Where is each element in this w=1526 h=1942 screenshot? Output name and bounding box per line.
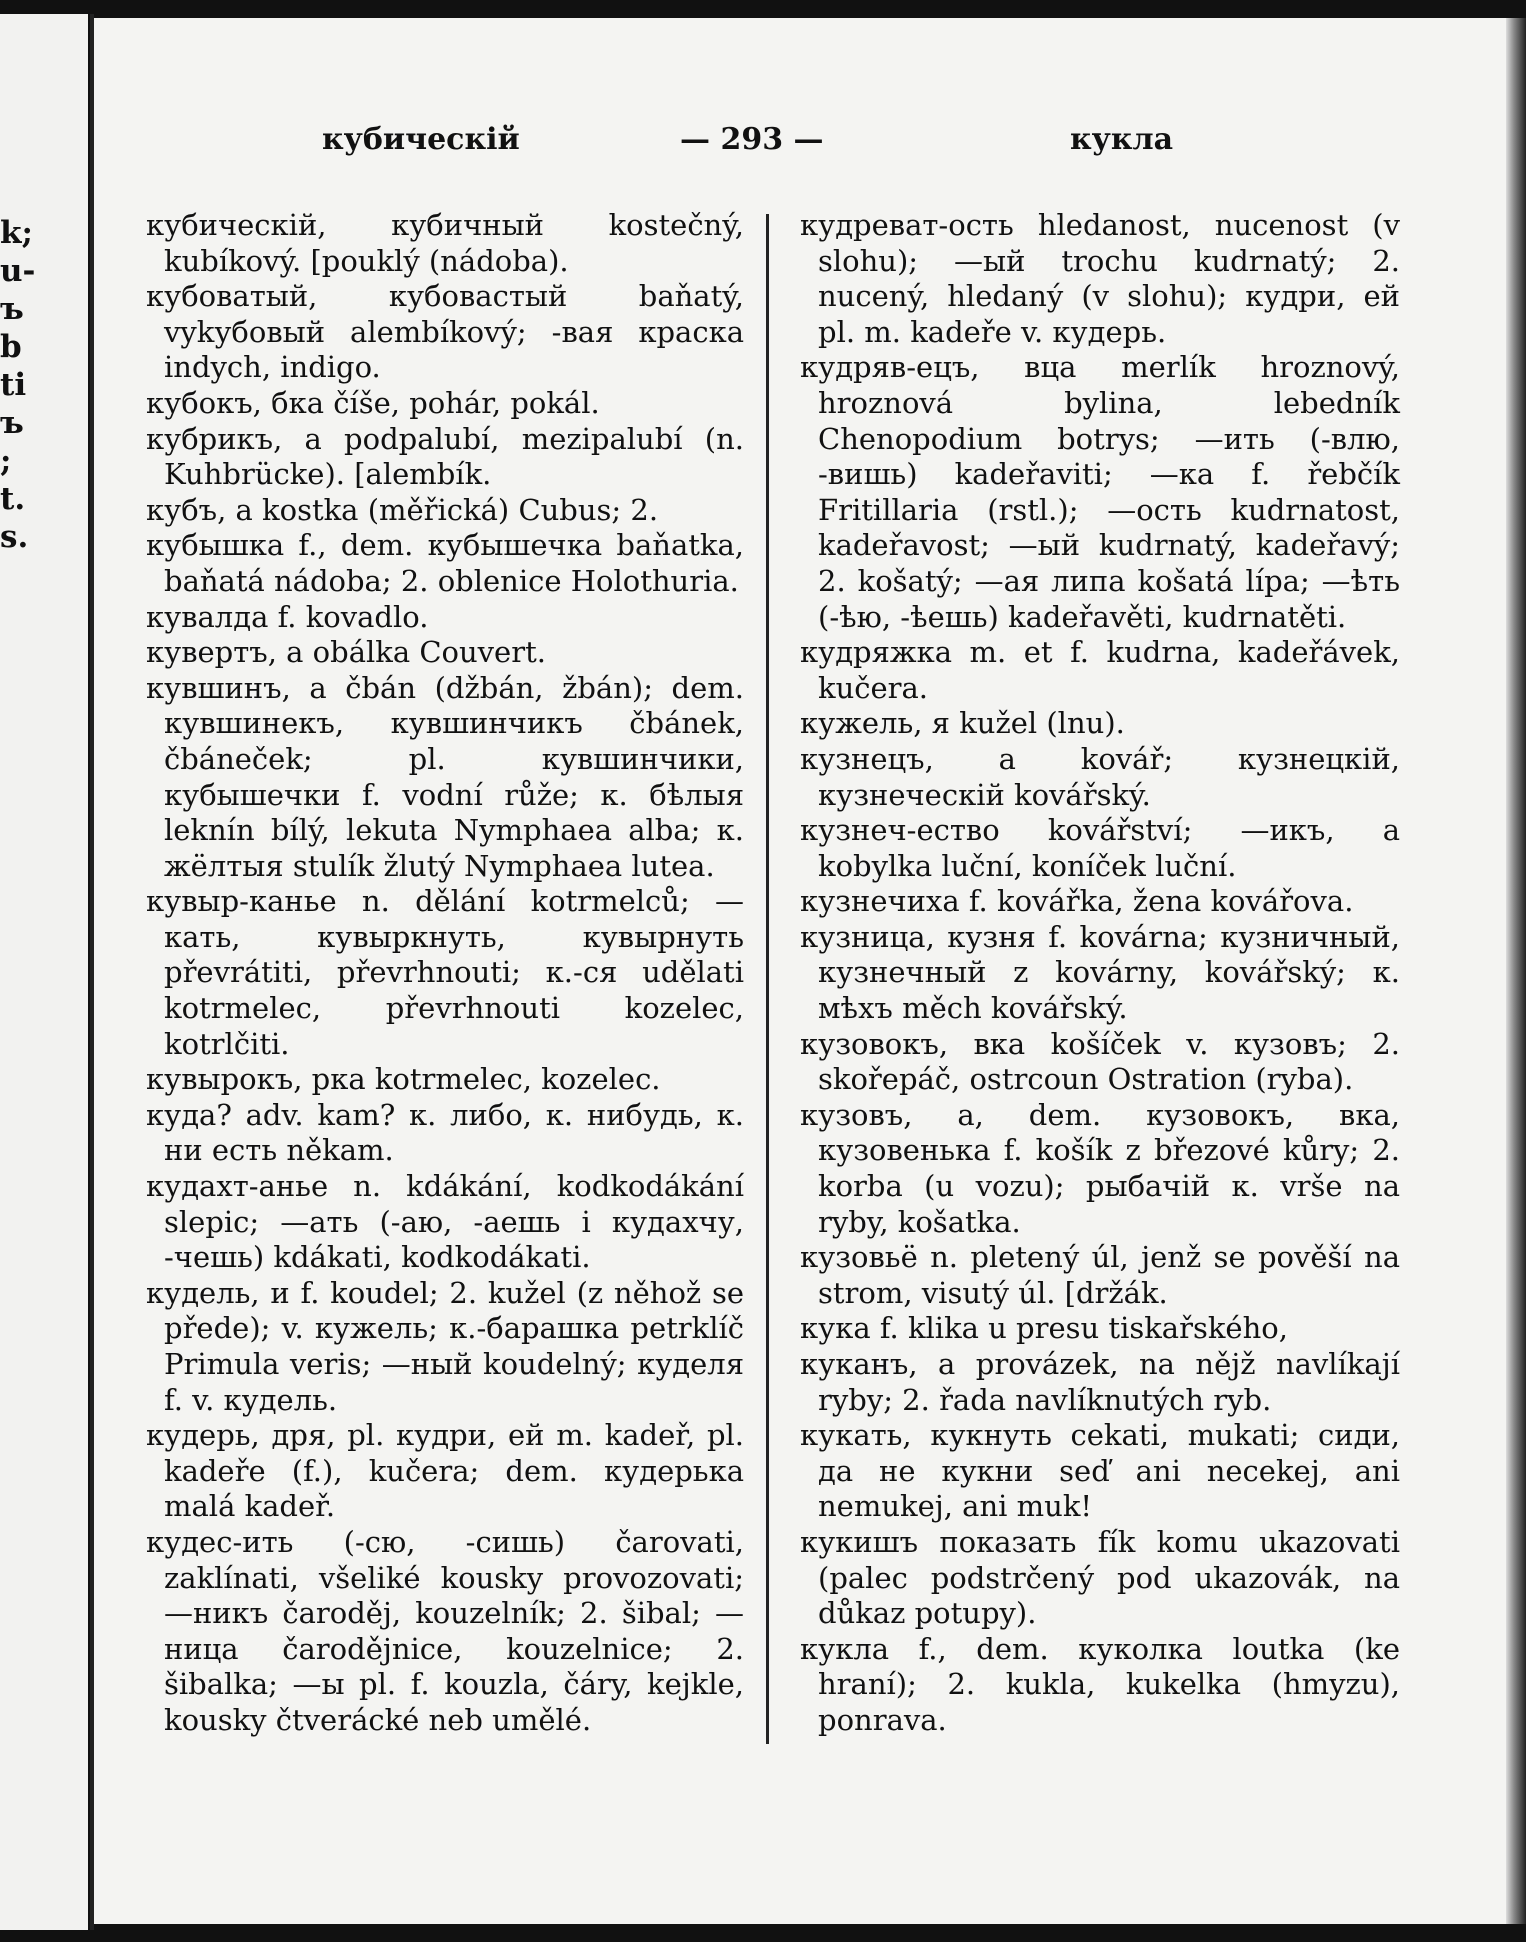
dictionary-entry: кувшинъ, а čbán (džbán, žbán); dem. кувшинекъ, кувшинчикъ čbánek, čbáneček; pl. кувшинчики, кубышечки f. vodní růže; к. бѣлыя leknín bílý, lekuta Nymphaea alba; к. жёлтыя stulík žlutý Nymphaea lutea.	[146, 670, 744, 883]
fragment: s.	[0, 519, 29, 555]
dictionary-entry: кука f. klika u presu tiskařského,	[800, 1311, 1288, 1346]
dictionary-entry: кукишъ показать fík komu ukazovati (palec podstrčený pod ukazovák, na důkaz potupy).	[800, 1524, 1400, 1631]
fragment: ;	[0, 443, 12, 479]
dictionary-entry: кукать, кукнуть cekati, mukati; сиди, да не кукни seď ani necekej, ani nemukej, ani muk!	[800, 1418, 1400, 1524]
dictionary-entry: кузовъ, а, dem. кузовокъ, вка, кузовенька f. košík z březové kůry; 2. korba (u vozu); рыбачій к. vrše na ryby, košatka.	[800, 1097, 1400, 1239]
fragment: ъ	[0, 291, 24, 327]
dictionary-entry: кудряв-ецъ, вца merlík hroznový, hroznová bylina, lebedník Chenopodium botrys; —ить (-влю, -вишь) kadeřaviti; —ка f. řebčík Fritillaria (rstl.); —ость kudrnatost, kadeřavost; —ый kudrnatý, kadeřavý; 2. košatý; —ая липа košatá lípa; —ѣть (-ѣю, -ѣешь) kadeřavěti, kudrnatěti.	[800, 350, 1400, 634]
dictionary-entry: кужель, я kužel (lnu).	[800, 706, 1125, 741]
dictionary-entry: кувырокъ, рка kotrmelec, kozelec.	[146, 1062, 661, 1097]
dictionary-entry: кудель, и f. koudel; 2. kužel (z něhož se přede); v. кужель; к.-барашка petrklíč Primula veris; —ный koudelný; куделя f. v. кудель.	[146, 1275, 744, 1417]
dictionary-entry: кубокъ, бка číše, pohár, pokál.	[146, 385, 600, 420]
fragment: b	[0, 329, 22, 365]
dictionary-entry: кудахт-анье n. kdákání, kodkodákání slepic; —ать (-аю, -аешь i кудахчу, -чешь) kdákati, kodkodákati.	[146, 1169, 744, 1275]
dictionary-entry: кувертъ, а obálka Couvert.	[146, 635, 546, 670]
page-number: — 293 —	[680, 122, 824, 157]
dictionary-entry: кузнеч-ество kovářství; —икъ, а kobylka luční, koníček luční.	[800, 813, 1400, 883]
previous-page-fragments	[0, 214, 35, 556]
left-column	[146, 208, 744, 1739]
dictionary-entry: кудреват-ость hledanost, nucenost (v slohu); —ый trochu kudrnatý; 2. nucený, hledaný (v slohu); кудри, ей pl. m. kadeře v. кудерь.	[800, 208, 1400, 349]
previous-page-edge	[0, 14, 88, 1930]
dictionary-entry: кувалда f. kovadlo.	[146, 599, 429, 634]
dictionary-entry: кубъ, а kostka (měřická) Cubus; 2.	[146, 492, 659, 527]
fragment: t.	[0, 481, 26, 517]
page-edge-shadow	[1506, 18, 1526, 1924]
right-column	[800, 208, 1400, 1739]
dictionary-entry: кузница, кузня f. kovárna; кузничный, кузнечный z kovárny, kovářský; к. мѣхъ měch kovářský.	[800, 919, 1400, 1026]
dictionary-entry: кувыр-канье n. dělání kotrmelců; —кать, кувыркнуть, кувырнуть převrátiti, převrhnouti; к.-ся udělati kotrmelec, převrhnouti kozelec, kotrlčiti.	[146, 884, 744, 1061]
fragment: k;	[0, 215, 33, 251]
dictionary-entry: кубышка f., dem. кубышечка baňatka, baňatá nádoba; 2. oblenice Holothuria.	[146, 528, 744, 598]
column-divider	[766, 214, 769, 1744]
dictionary-entry: кудряжка m. et f. kudrna, kadeřávek, kučera.	[800, 635, 1400, 705]
dictionary-entry: кукла f., dem. куколка loutka (ke hraní); 2. kukla, kukelka (hmyzu), ponrava.	[800, 1631, 1400, 1737]
dictionary-entry: кудес-ить (-сю, -сишь) čarovati, zaklínati, všeliké kousky provozovati; —никъ čaroděj, kouzelník; 2. šibal; —ница čarodějnice, kouzelnice; 2. šibalka; —ы pl. f. kouzla, čáry, kejkle, kousky čtverácké neb umělé.	[146, 1524, 744, 1737]
dictionary-entry: кузнецъ, а kovář; кузнецкій, кузнеческій kovářský.	[800, 741, 1400, 812]
fragment: u-	[0, 253, 36, 289]
dictionary-entry: куда? adv. kam? к. либо, к. нибудь, к. ни есть někam.	[146, 1097, 744, 1168]
dictionary-entry: кубоватый, кубовастый baňatý, vykубовый alembíkový; -вая краска indych, indigo.	[146, 279, 744, 385]
header-left-guideword: кубическій	[322, 122, 520, 157]
fragment: ъ	[0, 405, 24, 441]
dictionary-entry: кудерь, дря, pl. кудри, ей m. kadeř, pl. kadeře (f.), kučera; dem. кудерька malá kadeř.	[146, 1418, 744, 1524]
dictionary-entry: кузовокъ, вка košíček v. кузовъ; 2. skořepáč, ostrcoun Ostration (ryba).	[800, 1026, 1400, 1097]
dictionary-entry: кубическій, кубичный kostečný, kubíkový. [pouklý (nádoba).	[146, 208, 744, 278]
fragment: ti	[0, 367, 27, 403]
header-right-guideword: кукла	[1070, 122, 1174, 157]
dictionary-entry: куканъ, а provázek, na nějž navlíkají ryby; 2. řada navlíknutých ryb.	[800, 1347, 1400, 1417]
dictionary-entry: кубрикъ, а podpalubí, mezipalubí (n. Kuhbrücke). [alembík.	[146, 421, 744, 492]
dictionary-entry: кузовьё n. pletený úl, jenž se pověší na strom, visutý úl. [držák.	[800, 1240, 1400, 1310]
dictionary-entry: кузнечиха f. kovářka, žena kovářova.	[800, 884, 1354, 919]
